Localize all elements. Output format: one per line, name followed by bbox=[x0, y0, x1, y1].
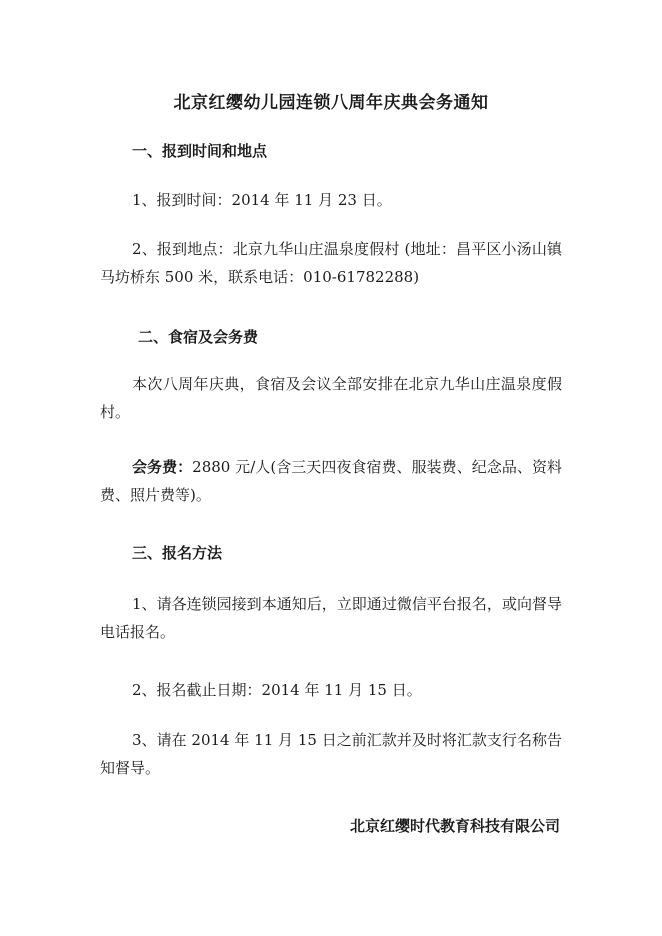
paragraph-conference-fee bbox=[100, 453, 562, 509]
paragraph-remittance: 3、请在 2014 年 11 月 15 日之前汇款并及时将汇款支行名称告知督导。 bbox=[100, 731, 562, 777]
section-heading-registration: 一、报到时间和地点 bbox=[132, 142, 268, 160]
paragraph-registration-location: 2、报到地点：北京九华山庄温泉度假村 (地址：昌平区小汤山镇马坊桥东 500 米，联系电话：010-61782288) bbox=[100, 240, 562, 286]
document-title: 北京红缨幼儿园连锁八周年庆典会务通知 bbox=[173, 93, 489, 113]
section-heading-signup: 三、报名方法 bbox=[132, 544, 223, 562]
signature-company: 北京红缨时代教育科技有限公司 bbox=[349, 817, 560, 835]
paragraph-accommodation: 本次八周年庆典，食宿及会议全部安排在北京九华山庄温泉度假村。 bbox=[100, 375, 562, 421]
paragraph-signup-deadline: 2、报名截止日期：2014 年 11 月 15 日。 bbox=[132, 681, 422, 699]
paragraph-signup-method: 1、请各连锁园接到本通知后，立即通过微信平台报名，或向督导电话报名。 bbox=[100, 595, 562, 641]
conference-fee-text: 2880 元/人(含三天四夜食宿费、服装费、纪念品、资料费、照片费等)。 bbox=[100, 458, 562, 504]
section-heading-accommodation: 二、食宿及会务费 bbox=[138, 328, 259, 346]
conference-fee-label: 会务费： bbox=[132, 458, 193, 476]
paragraph-registration-time: 1、报到时间：2014 年 11 月 23 日。 bbox=[132, 191, 392, 209]
